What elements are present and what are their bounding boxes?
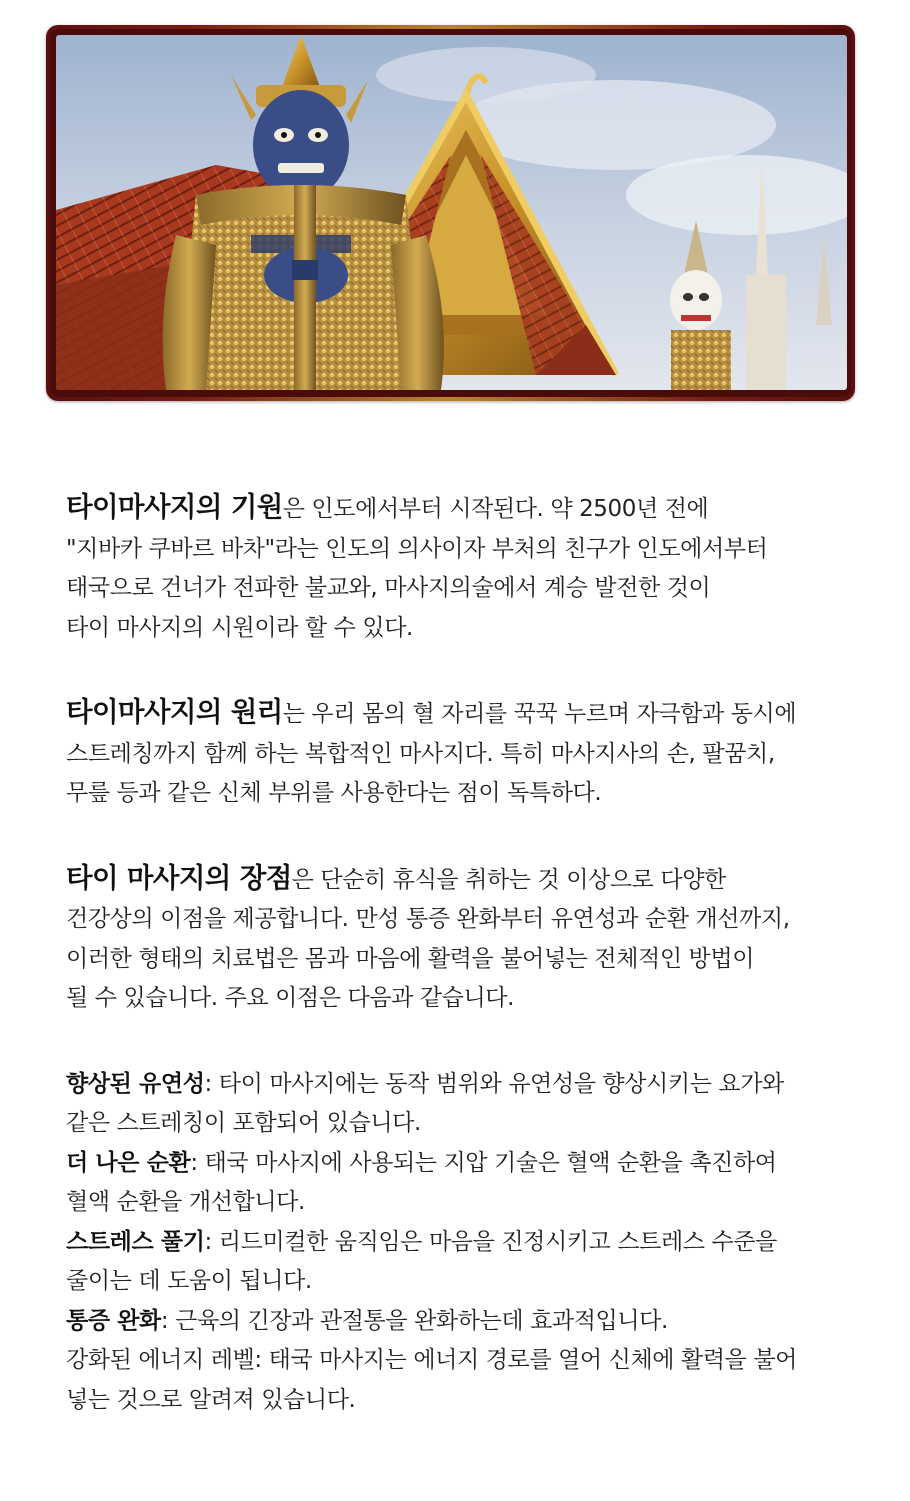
benefit-flexibility — [66, 1065, 896, 1144]
section-principle-line-3: 무릎 등과 같은 신체 부위를 사용한다는 점이 독특하다. — [66, 780, 602, 806]
section-origin-line-1 — [66, 488, 896, 530]
benefit-pain-relief — [66, 1302, 896, 1342]
benefit-flexibility-text: : 타이 마사지에는 동작 범위와 유연성을 향상시키는 요가와 — [204, 1070, 784, 1097]
benefit-stress-line-1 — [66, 1223, 896, 1263]
benefit-flexibility-title: 향상된 유연성 — [66, 1070, 205, 1097]
section-benefits-line-4: 될 수 있습니다. 주요 이점은 다음과 같습니다. — [66, 985, 515, 1011]
section-principle-heading: 타이마사지의 원리 — [66, 696, 283, 728]
benefit-circulation-line-1 — [66, 1144, 896, 1184]
benefit-circulation-line-2: 혈액 순환을 개선합니다. — [66, 1189, 305, 1215]
section-origin-heading: 타이마사지의 기원 — [66, 491, 283, 523]
benefit-flexibility-line-2: 같은 스트레칭이 포함되어 있습니다. — [66, 1110, 421, 1136]
temple-guardian-illustration — [56, 35, 847, 390]
section-principle-line-1 — [66, 693, 896, 735]
section-origin — [66, 488, 896, 648]
section-benefits-line-3: 이러한 형태의 치료법은 몸과 마음에 활력을 불어넣는 전체적인 방법이 — [66, 945, 755, 972]
benefit-stress — [66, 1223, 896, 1302]
section-benefits-line-1 — [66, 859, 896, 901]
section-origin-line-4: 타이 마사지의 시원이라 할 수 있다. — [66, 614, 413, 641]
section-benefits-heading: 타이 마사지의 장점 — [66, 861, 292, 894]
benefit-stress-line-2: 줄이는 데 도움이 됩니다. — [66, 1268, 312, 1294]
section-principle-text: 는 우리 몸의 혈 자리를 꾹꾹 누르며 자극함과 동시에 — [282, 701, 797, 727]
section-origin-text: 은 인도에서부터 시작된다. 약 2500년 전에 — [282, 496, 709, 522]
benefit-stress-text: : 리드미컬한 움직임은 마음을 진정시키고 스트레스 수준을 — [204, 1228, 777, 1255]
benefit-pain-relief-text: : 근육의 긴장과 관절통을 완화하는데 효과적입니다. — [160, 1307, 668, 1334]
section-benefits-line-2: 건강상의 이점을 제공합니다. 만성 통증 완화부터 유연성과 순환 개선까지, — [66, 906, 790, 932]
benefit-energy-line-2: 넣는 것으로 알려져 있습니다. — [66, 1386, 356, 1413]
benefit-pain-relief-line-1 — [66, 1302, 896, 1342]
article-body — [66, 488, 896, 1420]
benefit-energy-line-1: 강화된 에너지 레벨: 태국 마사지는 에너지 경로를 열어 신체에 활력을 불어 — [66, 1347, 797, 1373]
section-benefits-text: 은 단순히 휴식을 취하는 것 이상으로 다양한 — [291, 866, 726, 893]
benefit-pain-relief-title: 통증 완화 — [66, 1307, 161, 1334]
section-principle — [66, 693, 896, 814]
benefit-list — [66, 1065, 896, 1421]
benefit-circulation-title: 더 나은 순환 — [66, 1149, 191, 1176]
hero-image — [56, 35, 847, 390]
section-principle-line-2: 스트레칭까지 함께 하는 복합적인 마사지다. 특히 마사지사의 손, 팔꿈치, — [66, 740, 775, 767]
section-origin-line-3: 태국으로 건너가 전파한 불교와, 마사지의술에서 계승 발전한 것이 — [66, 575, 711, 601]
benefit-flexibility-line-1 — [66, 1065, 896, 1105]
section-origin-line-2: "지바카 쿠바르 바차"라는 인도의 의사이자 부처의 친구가 인도에서부터 — [66, 535, 768, 562]
section-benefits-intro — [66, 859, 896, 1019]
benefit-circulation — [66, 1144, 896, 1223]
hero-image-frame — [46, 25, 855, 401]
benefit-stress-title: 스트레스 풀기 — [66, 1228, 205, 1255]
benefit-circulation-text: : 태국 마사지에 사용되는 지압 기술은 혈액 순환을 촉진하여 — [190, 1149, 777, 1176]
benefit-energy — [66, 1341, 896, 1420]
